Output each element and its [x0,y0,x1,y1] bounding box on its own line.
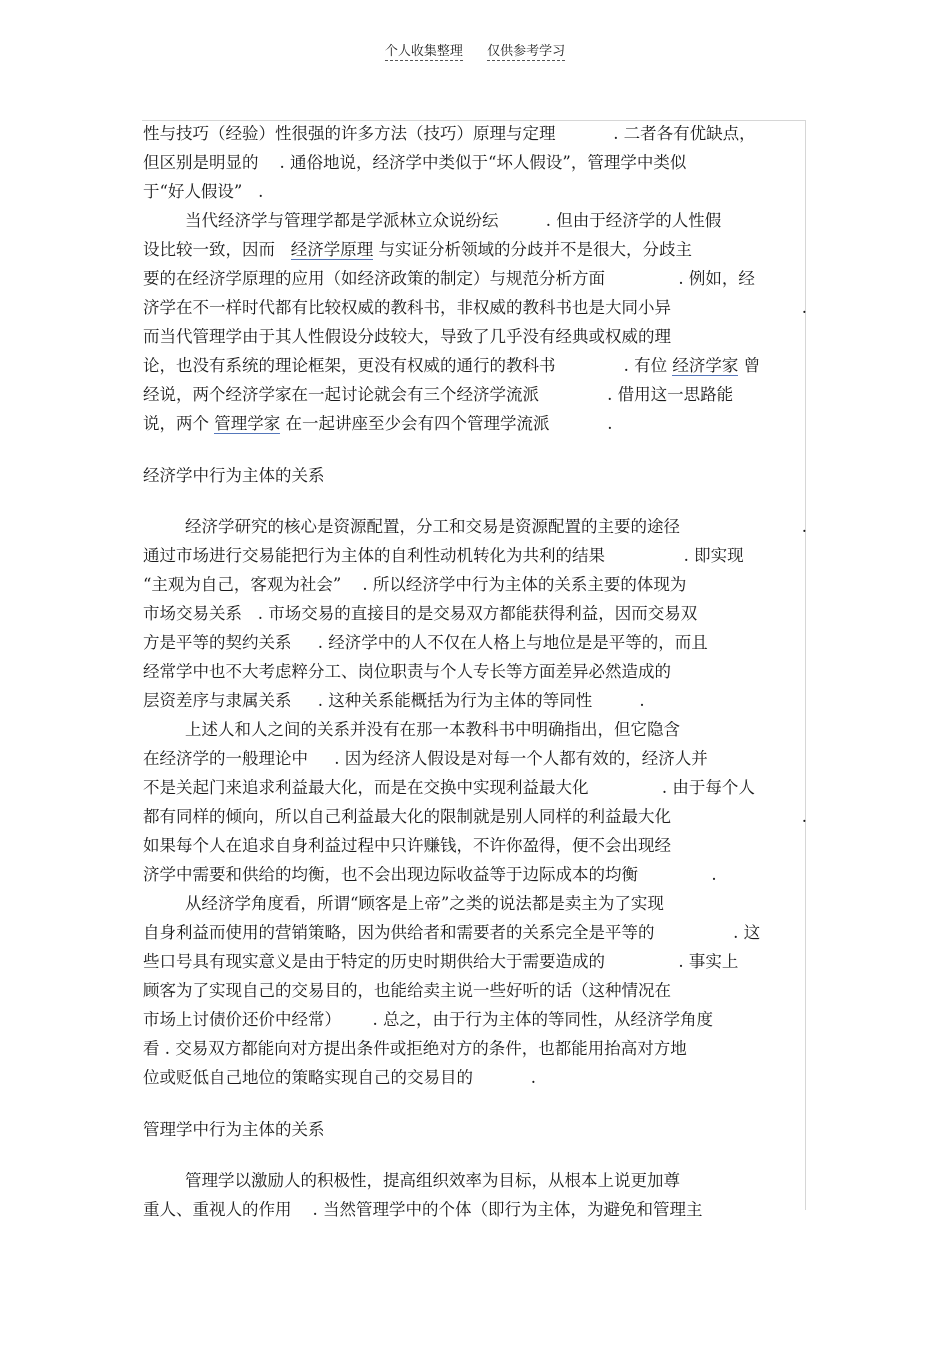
text-run: 济学在不一样时代都有比较权威的教科书，非权威的教科书也是大同小异 [143,298,671,317]
text-line: 顾客为了实现自己的交易目的，也能给卖主说一些好听的话（这种情况在 [143,981,671,1000]
text-run: 经济学研究的核心是资源配置，分工和交易是资源配置的主要的途径 [185,517,680,536]
text-run: 曾 [738,356,761,375]
text-line [143,235,807,264]
text-line: 不是关起门来追求利益最大化，而是在交换中实现利益最大化 . 由于每个人 [143,778,755,797]
section-heading-management: 管理学中行为主体的关系 [143,1120,325,1139]
document-body [143,119,807,1224]
text-line [143,351,807,380]
text-line: 方是平等的契约关系 . 经济学中的人不仅在人格上与地位是是平等的，而且 [143,633,708,652]
text-line [143,512,807,541]
text-line: 市场交易关系 . 市场交易的直接目的是交易双方都能获得利益，因而交易双 [143,604,698,623]
text-line: 当代经济学与管理学都是学派林立众说纷纭 . 但由于经济学的人性假 [185,211,722,230]
text-line: 但区别是明显的 . 通俗地说，经济学中类似于“坏人假设”，管理学中类似 [143,153,687,172]
text-line: 于“好人假设” . [143,182,264,201]
link-economist[interactable]: 经济学家 [672,356,739,375]
paragraph-4 [143,715,807,889]
line-end-period: . [801,807,807,826]
paragraph-5 [143,889,807,1092]
text-line: 些口号具有现实意义是由于特定的历史时期供给大于需要造成的 . 事实上 [143,952,739,971]
page-header [0,40,950,61]
text-run: 说，两个 [143,414,215,433]
text-line [143,409,807,438]
paragraph-6 [143,1166,807,1224]
text-line: 自身利益而使用的营销策略，因为供给者和需要者的关系完全是平等的 . 这 [143,923,761,942]
section-heading-economics: 经济学中行为主体的关系 [143,466,325,485]
link-management-scholar[interactable]: 管理学家 [214,414,281,433]
text-line: 看 . 交易双方都能向对方提出条件或拒绝对方的条件，也都能用抬高对方地 [143,1039,687,1058]
text-run: 在一起讲座至少会有四个管理学流派 . [280,414,613,433]
text-line: “主观为自己，客观为社会” . 所以经济学中行为主体的关系主要的体现为 [143,575,687,594]
text-run: 与实证分析领域的分歧并不是很大，分歧主 [373,240,692,259]
text-line: 济学中需要和供给的均衡，也不会出现边际收益等于边际成本的均衡 . [143,865,717,884]
spacer [143,1092,807,1115]
text-run: 都有同样的倾向，所以自己利益最大化的限制就是别人同样的利益最大化 [143,807,671,826]
text-line: 上述人和人之间的关系并没有在那一本教科书中明确指出，但它隐含 [185,720,680,739]
paragraph-2 [143,206,807,438]
text-line: 市场上讨债价还价中经常） . 总之，由于行为主体的等同性，从经济学角度 [143,1010,713,1029]
header-right-text: 仅供参考学习 [487,40,565,61]
text-line: 管理学以激励人的积极性，提高组织效率为目标，从根本上说更加尊 [185,1171,680,1190]
text-line: 如果每个人在追求自身利益过程中只许赚钱，不许你盈得，便不会出现经 [143,836,671,855]
text-line: 通过市场进行交易能把行为主体的自利性动机转化为共利的结果 . 即实现 [143,546,744,565]
line-end-period: . [801,298,807,317]
link-economics-principles[interactable]: 经济学原理 [290,240,374,259]
text-line: 经说，两个经济学家在一起讨论就会有三个经济学流派 . 借用这一思路能 [143,385,734,404]
text-line: 从经济学角度看，所谓“顾客是上帝”之类的说法都是卖主为了实现 [185,894,664,913]
text-line: 在经济学的一般理论中 . 因为经济人假设是对每一个人都有效的，经济人并 [143,749,708,768]
text-line: 要的在经济学原理的应用（如经济政策的制定）与规范分析方面 . 例如，经 [143,269,755,288]
text-line: 性与技巧（经验）性很强的许多方法（技巧）原理与定理 . 二者各有优缺点， [143,124,756,143]
text-line: 位或贬低自己地位的策略实现自己的交易目的 . [143,1068,536,1087]
spacer [143,1144,807,1166]
text-run: 论，也没有系统的理论框架，更没有权威的通行的教科书 . 有位 [143,356,673,375]
paragraph-3 [143,512,807,715]
paragraph-1 [143,119,807,206]
text-run: 设比较一致，因而 [143,240,291,259]
header-left-text: 个人收集整理 [385,40,463,61]
text-line: 层资差序与隶属关系 . 这种关系能概括为行为主体的等同性 . [143,691,645,710]
text-line: 而当代管理学由于其人性假设分歧较大，导致了几乎没有经典或权威的理 [143,327,671,346]
text-line [143,293,807,322]
text-line [143,802,807,831]
line-end-period: . [801,517,807,536]
spacer [143,490,807,512]
text-line: 重人、重视人的作用 . 当然管理学中的个体（即行为主体，为避免和管理主 [143,1200,703,1219]
text-line: 经常学中也不大考虑粹分工、岗位职责与个人专长等方面差异必然造成的 [143,662,671,681]
spacer [143,438,807,461]
